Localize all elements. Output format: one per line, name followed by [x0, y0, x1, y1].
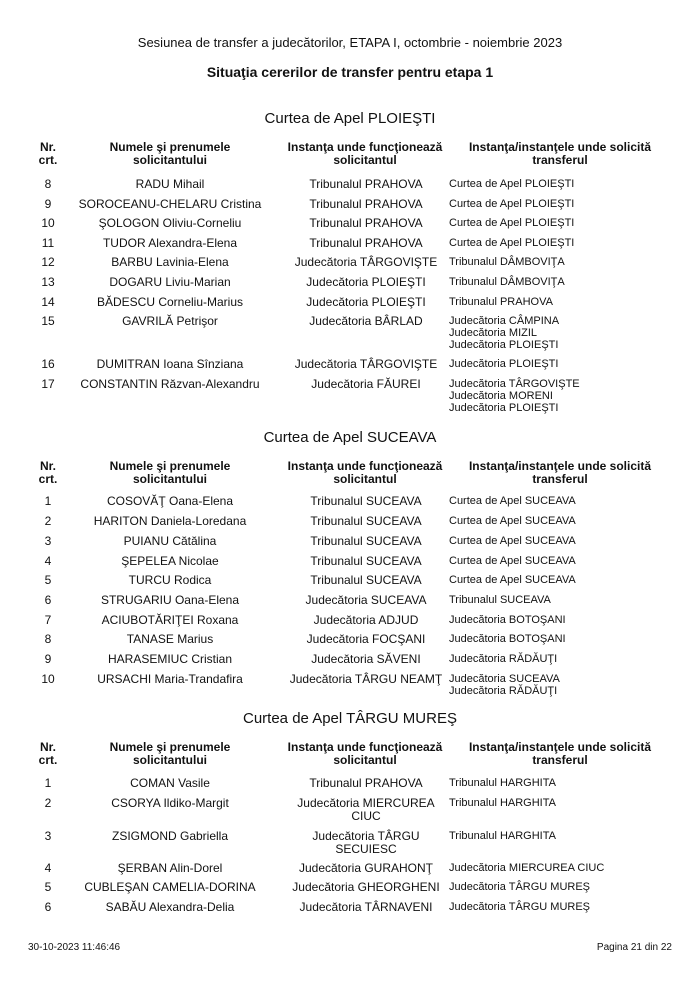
applicant-name: ZSIGMOND Gabriella — [111, 829, 229, 843]
current-court: Tribunalul SUCEAVA — [310, 514, 422, 528]
requested-court-item: Tribunalul DÂMBOVIŢA — [449, 276, 565, 288]
current-court: Judecătoria ADJUD — [313, 613, 419, 627]
current-court: Judecătoria PLOIEŞTI — [306, 295, 426, 309]
row-number: 3 — [44, 534, 52, 548]
requested-court-item: Judecătoria MORENI — [449, 390, 553, 402]
requested-courts — [449, 673, 699, 697]
row-number: 7 — [44, 613, 52, 627]
applicant-name: ŞOLOGON Oliviu-Corneliu — [98, 216, 242, 230]
applicant-name: DUMITRAN Ioana Sînziana — [96, 357, 244, 371]
current-court: Tribunalul SUCEAVA — [310, 554, 422, 568]
row-number: 5 — [44, 573, 52, 587]
row-number: 2 — [44, 796, 52, 810]
applicant-name: GAVRILĂ Petrişor — [122, 314, 218, 328]
requested-courts — [449, 797, 699, 809]
applicant-name: SOROCEANU-CHELARU Cristina — [78, 197, 262, 211]
row-number: 15 — [41, 314, 55, 328]
requested-court-item: Curtea de Apel SUCEAVA — [449, 495, 576, 507]
applicant-name: ŞEPELEA Nicolae — [121, 554, 219, 568]
current-court: Tribunalul SUCEAVA — [310, 573, 422, 587]
applicant-name: DOGARU Liviu-Marian — [109, 275, 231, 289]
requested-court-item: Judecătoria BOTOŞANI — [449, 614, 566, 626]
court-heading: Curtea de Apel SUCEAVA — [263, 429, 437, 446]
applicant-name: COSOVĂŢ Oana-Elena — [106, 494, 234, 508]
applicant-name: CONSTANTIN Răzvan-Alexandru — [80, 377, 260, 391]
column-header-requested-court: Instanţa/instanţele unde solicită transferul — [468, 740, 652, 767]
requested-courts — [449, 495, 699, 507]
column-header-nr: Nr. crt. — [38, 459, 58, 486]
requested-court-item: Judecătoria TÂRGOVIŞTE — [449, 378, 580, 390]
column-header-nr: Nr. crt. — [38, 740, 58, 767]
requested-court-item: Judecătoria MIERCUREA CIUC — [449, 862, 605, 874]
current-court: Judecătoria FOCŞANI — [306, 632, 426, 646]
requested-courts — [449, 830, 699, 842]
footer-page-number: Pagina 21 din 22 — [596, 942, 672, 953]
row-number: 16 — [41, 357, 55, 371]
row-number: 11 — [41, 236, 55, 250]
requested-courts — [449, 633, 699, 645]
current-court: Judecătoria TÂRGOVIŞTE — [294, 357, 438, 371]
requested-courts — [449, 653, 699, 665]
requested-courts — [449, 777, 699, 789]
applicant-name: ŞERBAN Alin-Dorel — [117, 861, 223, 875]
row-number: 8 — [44, 177, 52, 191]
court-heading: Curtea de Apel PLOIEŞTI — [264, 110, 436, 127]
requested-courts — [449, 378, 699, 414]
requested-courts — [449, 358, 699, 370]
applicant-name: CUBLEŞAN CAMELIA-DORINA — [84, 880, 256, 894]
applicant-name: STRUGARIU Oana-Elena — [100, 593, 240, 607]
applicant-name: SABĂU Alexandra-Delia — [105, 900, 235, 914]
applicant-name: HARASEMIUC Cristian — [107, 652, 233, 666]
current-court: Judecătoria TÂRNAVENI — [299, 900, 433, 914]
current-court: Judecătoria TÂRGU NEAMŢ — [289, 672, 443, 686]
applicant-name: BARBU Lavinia-Elena — [111, 255, 229, 269]
applicant-name: TUDOR Alexandra-Elena — [102, 236, 238, 250]
requested-courts — [449, 178, 699, 190]
current-court: Tribunalul PRAHOVA — [309, 236, 423, 250]
court-heading: Curtea de Apel TÂRGU MUREŞ — [243, 710, 457, 727]
requested-court-item: Judecătoria RĂDĂUŢI — [449, 653, 558, 665]
requested-courts — [449, 881, 699, 893]
requested-court-item: Curtea de Apel SUCEAVA — [449, 555, 576, 567]
row-number: 3 — [44, 829, 52, 843]
row-number: 14 — [41, 295, 55, 309]
requested-court-item: Curtea de Apel SUCEAVA — [449, 574, 576, 586]
requested-courts — [449, 614, 699, 626]
requested-courts — [449, 515, 699, 527]
requested-court-item: Curtea de Apel PLOIEŞTI — [449, 217, 575, 229]
column-header-current-court: Instanţa unde funcţionează solicitantul — [287, 740, 443, 767]
applicant-name: TANASE Marius — [126, 632, 214, 646]
requested-court-item: Tribunalul SUCEAVA — [449, 594, 551, 606]
current-court: Judecătoria SĂVENI — [311, 652, 421, 666]
row-number: 10 — [41, 672, 55, 686]
requested-court-item: Judecătoria MIZIL — [449, 327, 538, 339]
requested-courts — [449, 276, 699, 288]
footer-timestamp: 30-10-2023 11:46:46 — [28, 942, 121, 953]
row-number: 1 — [44, 494, 52, 508]
column-header-name: Numele şi prenumele solicitantului — [109, 740, 231, 767]
row-number: 10 — [41, 216, 55, 230]
column-header-current-court: Instanţa unde funcţionează solicitantul — [287, 140, 443, 167]
requested-court-item: Judecătoria CÂMPINA — [449, 315, 560, 327]
requested-courts — [449, 594, 699, 606]
column-header-requested-court: Instanţa/instanţele unde solicită transferul — [468, 140, 652, 167]
requested-courts — [449, 256, 699, 268]
current-court: Judecătoria FĂUREI — [311, 377, 421, 391]
requested-court-item: Curtea de Apel PLOIEŞTI — [449, 178, 575, 190]
current-court: Tribunalul PRAHOVA — [309, 197, 423, 211]
current-court: Judecătoria SUCEAVA — [305, 593, 427, 607]
requested-court-item: Curtea de Apel SUCEAVA — [449, 535, 576, 547]
current-court: Judecătoria TÂRGOVIŞTE — [294, 255, 438, 269]
applicant-name: HARITON Daniela-Loredana — [93, 514, 247, 528]
row-number: 2 — [44, 514, 52, 528]
requested-courts — [449, 217, 699, 229]
requested-court-item: Tribunalul PRAHOVA — [449, 296, 553, 308]
row-number: 9 — [44, 652, 52, 666]
requested-courts — [449, 296, 699, 308]
row-number: 9 — [44, 197, 52, 211]
requested-court-item: Judecătoria PLOIEŞTI — [449, 402, 559, 414]
requested-court-item: Judecătoria SUCEAVA — [449, 673, 560, 685]
applicant-name: CSORYA Ildiko-Margit — [111, 796, 229, 810]
current-court: Judecătoria TÂRGU SECUIESC — [312, 829, 420, 856]
requested-court-item: Curtea de Apel PLOIEŞTI — [449, 237, 575, 249]
applicant-name: URSACHI Maria-Trandafira — [97, 672, 243, 686]
requested-court-item: Curtea de Apel PLOIEŞTI — [449, 198, 575, 210]
requested-courts — [449, 555, 699, 567]
current-court: Judecătoria GURAHONŢ — [298, 861, 434, 875]
current-court: Judecătoria GHEORGHENI — [292, 880, 440, 894]
current-court: Tribunalul SUCEAVA — [310, 534, 422, 548]
requested-courts — [449, 237, 699, 249]
column-header-requested-court: Instanţa/instanţele unde solicită transferul — [468, 459, 652, 486]
current-court: Tribunalul PRAHOVA — [309, 776, 423, 790]
row-number: 1 — [44, 776, 52, 790]
current-court: Judecătoria MIERCUREA CIUC — [297, 796, 435, 823]
applicant-name: COMAN Vasile — [130, 776, 210, 790]
applicant-name: PUIANU Cătălina — [123, 534, 217, 548]
requested-court-item: Judecătoria BOTOŞANI — [449, 633, 566, 645]
row-number: 5 — [44, 880, 52, 894]
requested-courts — [449, 901, 699, 913]
row-number: 6 — [44, 900, 52, 914]
applicant-name: TURCU Rodica — [128, 573, 212, 587]
session-header: Sesiunea de transfer a judecătorilor, ETAPA I, octombrie - noiembrie 2023 — [137, 35, 563, 50]
applicant-name: ACIUBOTĂRIŢEI Roxana — [101, 613, 239, 627]
row-number: 17 — [41, 377, 55, 391]
requested-court-item: Curtea de Apel SUCEAVA — [449, 515, 576, 527]
requested-court-item: Tribunalul HARGHITA — [449, 830, 556, 842]
page-title: Situaţia cererilor de transfer pentru etapa 1 — [206, 64, 494, 80]
requested-courts — [449, 315, 699, 351]
column-header-name: Numele şi prenumele solicitantului — [109, 459, 231, 486]
applicant-name: RADU Mihail — [135, 177, 205, 191]
requested-court-item: Judecătoria RĂDĂUŢI — [449, 685, 558, 697]
row-number: 6 — [44, 593, 52, 607]
current-court: Tribunalul PRAHOVA — [309, 177, 423, 191]
requested-courts — [449, 574, 699, 586]
requested-court-item: Judecătoria PLOIEŞTI — [449, 339, 559, 351]
row-number: 12 — [41, 255, 55, 269]
requested-court-item: Tribunalul DÂMBOVIŢA — [449, 256, 565, 268]
row-number: 13 — [41, 275, 55, 289]
current-court: Judecătoria BÂRLAD — [309, 314, 423, 328]
current-court: Tribunalul SUCEAVA — [310, 494, 422, 508]
requested-court-item: Judecătoria PLOIEŞTI — [449, 358, 559, 370]
requested-court-item: Tribunalul HARGHITA — [449, 797, 556, 809]
requested-court-item: Tribunalul HARGHITA — [449, 777, 556, 789]
row-number: 8 — [44, 632, 52, 646]
column-header-current-court: Instanţa unde funcţionează solicitantul — [287, 459, 443, 486]
column-header-nr: Nr. crt. — [38, 140, 58, 167]
current-court: Judecătoria PLOIEŞTI — [306, 275, 426, 289]
column-header-name: Numele şi prenumele solicitantului — [109, 140, 231, 167]
requested-courts — [449, 535, 699, 547]
applicant-name: BĂDESCU Corneliu-Marius — [96, 295, 244, 309]
requested-courts — [449, 198, 699, 210]
row-number: 4 — [44, 554, 52, 568]
row-number: 4 — [44, 861, 52, 875]
requested-courts — [449, 862, 699, 874]
current-court: Tribunalul PRAHOVA — [309, 216, 423, 230]
requested-court-item: Judecătoria TÂRGU MUREŞ — [449, 881, 591, 893]
requested-court-item: Judecătoria TÂRGU MUREŞ — [449, 901, 591, 913]
